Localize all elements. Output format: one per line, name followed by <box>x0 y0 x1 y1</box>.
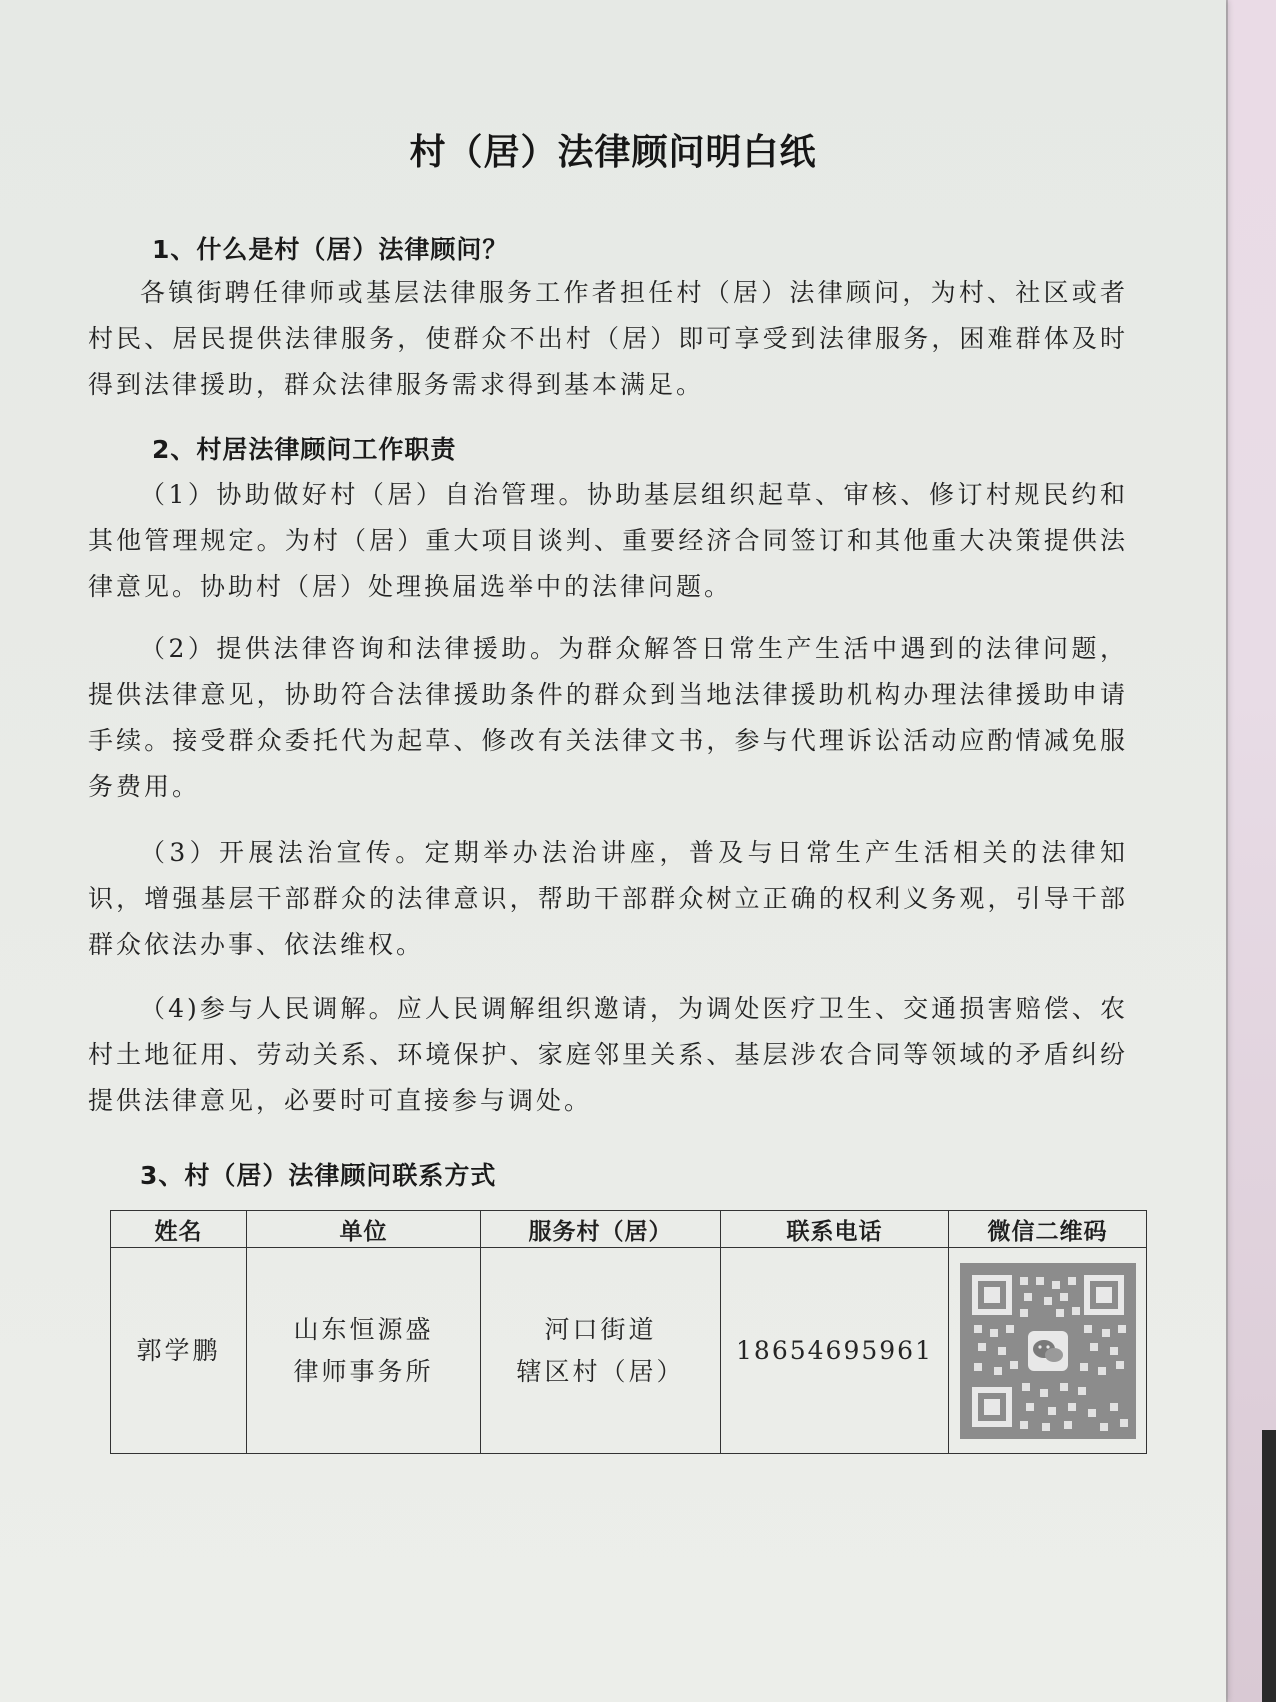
duty-item-3: （3）开展法治宣传。定期举办法治讲座，普及与日常生产生活相关的法律知识，增强基层干部群众的法律意识，帮助干部群众树立正确的权利义务观，引导干部群众依法办事、依法维权。 <box>88 838 1128 959</box>
header-name: 姓名 <box>111 1211 247 1248</box>
section-heading-3: 3、村（居）法律顾问联系方式 <box>140 1161 497 1190</box>
qr-code-graphic <box>960 1263 1136 1439</box>
section-1-body: 各镇街聘任律师或基层法律服务工作者担任村（居）法律顾问，为村、社区或者村民、居民提供法律服务，使群众不出村（居）即可享受到法律服务，困难群体及时得到法律援助，群众法律服务需求得到基本满足。 <box>88 278 1128 399</box>
duty-item-1: （1）协助做好村（居）自治管理。协助基层组织起草、审核、修订村规民约和其他管理规定。为村（居）重大项目谈判、重要经济合同签订和其他重大决策提供法律意见。协助村（居）处理换届选举中的法律问题。 <box>88 480 1128 601</box>
area-line-2: 辖区村（居） <box>516 1356 685 1386</box>
cell-service-area <box>481 1248 721 1454</box>
duty-item-4: （4)参与人民调解。应人民调解组织邀请，为调处医疗卫生、交通损害赔偿、农村土地征用、劳动关系、环境保护、家庭邻里关系、基层涉农合同等领域的矛盾纠纷提供法律意见，必要时可直接参与调处。 <box>88 994 1128 1115</box>
section-heading-2: 2、村居法律顾问工作职责 <box>152 435 457 464</box>
document-title: 村（居）法律顾问明白纸 <box>409 132 817 173</box>
header-service-area: 服务村（居） <box>481 1211 721 1248</box>
cell-unit <box>247 1248 481 1454</box>
table-row <box>111 1248 1147 1454</box>
contact-table <box>110 1210 1147 1454</box>
cell-phone: 18654695961 <box>721 1248 949 1454</box>
unit-line-2: 律师事务所 <box>293 1356 434 1386</box>
unit-line-1: 山东恒源盛 <box>293 1314 434 1344</box>
background-shadow <box>1262 1430 1276 1702</box>
cell-qr <box>949 1248 1147 1454</box>
header-wechat-qr: 微信二维码 <box>949 1211 1147 1248</box>
table-header-row <box>111 1211 1147 1248</box>
wechat-qr-code-icon[interactable] <box>960 1263 1136 1439</box>
header-unit: 单位 <box>247 1211 481 1248</box>
duty-item-2: （2）提供法律咨询和法律援助。为群众解答日常生产生活中遇到的法律问题，提供法律意见，协助符合法律援助条件的群众到当地法律援助机构办理法律援助申请手续。接受群众委托代为起草、修改有关法律文书，参与代理诉讼活动应酌情减免服务费用。 <box>88 634 1128 801</box>
section-heading-1: 1、什么是村（居）法律顾问？ <box>152 235 509 264</box>
header-phone: 联系电话 <box>721 1211 949 1248</box>
area-line-1: 河口街道 <box>544 1314 657 1344</box>
cell-name: 郭学鹏 <box>111 1248 247 1454</box>
